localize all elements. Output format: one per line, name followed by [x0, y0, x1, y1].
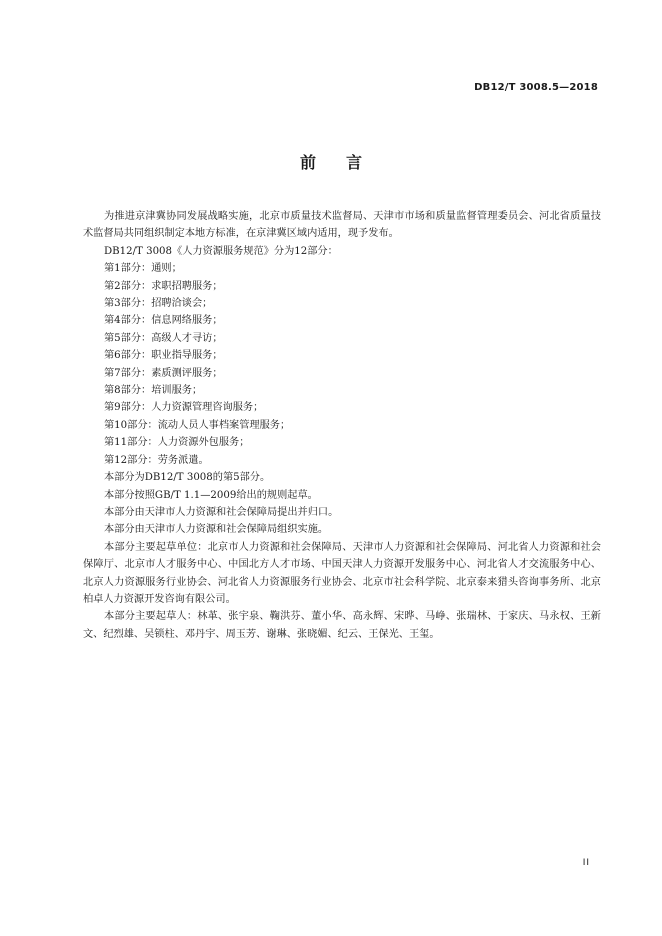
drafting-units-paragraph: 本部分主要起草单位：北京市人力资源和社会保障局、天津市人力资源和社会保障局、河北省人力资源和社会保障厅、北京市人才服务中心、中国北方人才市场、中国天津人力资源开发服务中心、河北省人才交流服务中心、北京人力资源服务行业协会、河北省人力资源服务行业协会、北京市社会科学院、北京泰来猎头咨询事务所、北京柏卓人力资源开发咨询有限公司。 — [83, 541, 601, 605]
document-code: DB12/T 3008.5—2018 — [474, 82, 598, 93]
list-item: 第10部分：流动人员人事档案管理服务； — [104, 419, 291, 431]
list-item: 第11部分：人力资源外包服务； — [104, 437, 250, 449]
paragraph: 本部分按照GB/T 1.1—2009给出的规则起草。 — [104, 489, 318, 501]
list-item: 第5部分：高级人才寻访； — [104, 332, 223, 344]
list-item: 第7部分：素质测评服务； — [104, 367, 223, 379]
paragraph: DB12/T 3008《人力资源服务规范》分为12部分： — [104, 245, 338, 257]
list-item: 第12部分：劳务派遣。 — [104, 454, 209, 466]
page-title: 前言 — [299, 153, 392, 172]
list-item: 第6部分：职业指导服务； — [104, 350, 223, 362]
list-item: 第8部分：培训服务； — [104, 385, 203, 397]
list-item: 第1部分：通则； — [104, 263, 182, 275]
list-item: 第9部分：人力资源管理咨询服务； — [104, 402, 264, 414]
foreword-body — [83, 208, 601, 643]
drafters-paragraph: 本部分主要起草人：林革、张宇泉、鞠洪芬、董小华、高永辉、宋晔、马峥、张瑞林、于家庆、马永权、王新文、纪烈雄、吴锁柱、邓丹宇、周玉芳、谢琳、张晓媚、纪云、王保光、王玺。 — [83, 611, 601, 640]
list-item: 第2部分：求职招聘服务； — [104, 280, 223, 292]
paragraph: 本部分由天津市人力资源和社会保障局组织实施。 — [104, 524, 329, 536]
paragraph: 本部分为DB12/T 3008的第5部分。 — [104, 472, 271, 484]
list-item: 第3部分：招聘洽谈会； — [104, 298, 213, 310]
list-item: 第4部分：信息网络服务； — [104, 315, 223, 327]
page-number: II — [582, 858, 590, 868]
paragraph: 为推进京津冀协同发展战略实施，北京市质量技术监督局、天津市市场和质量监督管理委员会、河北省质量技术监督局共同组织制定本地方标准，在京津冀区域内适用，现予发布。 — [83, 211, 601, 240]
paragraph: 本部分由天津市人力资源和社会保障局提出并归口。 — [104, 506, 339, 518]
